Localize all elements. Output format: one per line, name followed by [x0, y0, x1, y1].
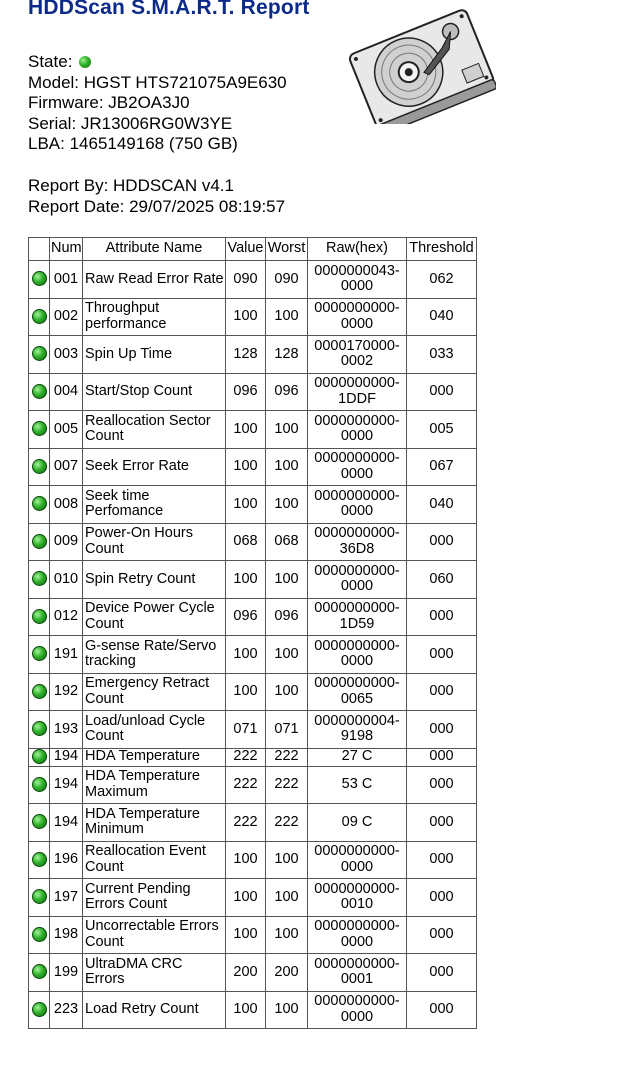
attr-num: 194: [50, 748, 83, 766]
attr-value: 222: [226, 804, 266, 842]
attr-value: 100: [226, 916, 266, 954]
status-cell: [29, 336, 50, 374]
table-row: [29, 298, 477, 336]
attr-num: 008: [50, 486, 83, 524]
header-value: Value: [226, 238, 266, 261]
attr-value: 100: [226, 486, 266, 524]
status-cell: [29, 448, 50, 486]
attr-raw: 53 C: [308, 766, 407, 804]
attr-num: 192: [50, 673, 83, 711]
status-ok-icon: [32, 777, 47, 792]
status-cell: [29, 523, 50, 561]
attr-name: Seek Error Rate: [83, 448, 226, 486]
attr-name: Throughput performance: [83, 298, 226, 336]
header-num: Num: [50, 238, 83, 261]
attr-raw: 0000000000-0010: [308, 879, 407, 917]
attr-threshold: 005: [407, 411, 477, 449]
status-ok-icon: [32, 852, 47, 867]
attr-worst: 100: [266, 841, 308, 879]
attr-name: Reallocation Event Count: [83, 841, 226, 879]
status-cell: [29, 673, 50, 711]
status-ok-icon: [32, 459, 47, 474]
status-ok-icon: [32, 964, 47, 979]
table-row: [29, 673, 477, 711]
status-cell: [29, 954, 50, 992]
attr-worst: 071: [266, 711, 308, 749]
attr-raw: 0000000000-0000: [308, 841, 407, 879]
attr-worst: 100: [266, 636, 308, 674]
table-row: [29, 261, 477, 299]
attr-raw: 0000000000-0000: [308, 561, 407, 599]
attr-name: Spin Up Time: [83, 336, 226, 374]
table-row: [29, 561, 477, 599]
attr-value: 222: [226, 766, 266, 804]
status-ok-icon: [32, 889, 47, 904]
attr-num: 199: [50, 954, 83, 992]
status-ok-icon: [32, 421, 47, 436]
attr-worst: 222: [266, 766, 308, 804]
attr-threshold: 000: [407, 841, 477, 879]
table-header-row: [29, 238, 477, 261]
status-ok-icon: [32, 346, 47, 361]
attr-raw: 09 C: [308, 804, 407, 842]
table-row: [29, 991, 477, 1029]
attr-num: 196: [50, 841, 83, 879]
attr-worst: 100: [266, 673, 308, 711]
status-ok-icon: [32, 609, 47, 624]
status-cell: [29, 298, 50, 336]
table-body: [29, 261, 477, 1029]
attr-name: Load Retry Count: [83, 991, 226, 1029]
attr-threshold: 000: [407, 916, 477, 954]
attr-name: HDA Temperature Minimum: [83, 804, 226, 842]
attr-value: 100: [226, 879, 266, 917]
status-ok-icon: [32, 571, 47, 586]
status-cell: [29, 841, 50, 879]
status-ok-icon: [32, 309, 47, 324]
attr-threshold: 000: [407, 711, 477, 749]
attr-num: 007: [50, 448, 83, 486]
table-row: [29, 711, 477, 749]
table-row: [29, 748, 477, 766]
table-row: [29, 916, 477, 954]
attr-name: HDA Temperature: [83, 748, 226, 766]
attr-raw: 0000170000-0002: [308, 336, 407, 374]
attr-raw: 0000000043-0000: [308, 261, 407, 299]
attr-name: Spin Retry Count: [83, 561, 226, 599]
header-threshold: Threshold: [407, 238, 477, 261]
attr-threshold: 067: [407, 448, 477, 486]
attr-threshold: 040: [407, 298, 477, 336]
attr-num: 194: [50, 804, 83, 842]
firmware-line: Firmware: JB2OA3J0: [28, 93, 190, 112]
attr-threshold: 000: [407, 673, 477, 711]
status-cell: [29, 411, 50, 449]
status-cell: [29, 636, 50, 674]
attr-value: 068: [226, 523, 266, 561]
attr-value: 100: [226, 673, 266, 711]
attr-worst: 100: [266, 561, 308, 599]
attr-num: 001: [50, 261, 83, 299]
attr-threshold: 000: [407, 991, 477, 1029]
table-row: [29, 448, 477, 486]
report-title: HDDScan S.M.A.R.T. Report: [28, 0, 310, 19]
attr-worst: 100: [266, 991, 308, 1029]
attr-value: 222: [226, 748, 266, 766]
attr-worst: 222: [266, 804, 308, 842]
attr-threshold: 040: [407, 486, 477, 524]
attr-raw: 0000000000-1DDF: [308, 373, 407, 411]
attr-threshold: 000: [407, 954, 477, 992]
status-cell: [29, 916, 50, 954]
attr-value: 100: [226, 298, 266, 336]
attr-raw: 0000000000-0000: [308, 298, 407, 336]
status-cell: [29, 879, 50, 917]
attr-value: 100: [226, 991, 266, 1029]
status-cell: [29, 748, 50, 766]
attr-name: Reallocation Sector Count: [83, 411, 226, 449]
attr-value: 100: [226, 411, 266, 449]
attr-threshold: 060: [407, 561, 477, 599]
attr-threshold: 000: [407, 523, 477, 561]
attr-num: 191: [50, 636, 83, 674]
table-row: [29, 636, 477, 674]
header-status: [29, 238, 50, 261]
attr-worst: 100: [266, 298, 308, 336]
attr-worst: 200: [266, 954, 308, 992]
attr-worst: 128: [266, 336, 308, 374]
attr-name: G-sense Rate/Servo tracking: [83, 636, 226, 674]
attr-worst: 096: [266, 373, 308, 411]
attr-threshold: 000: [407, 804, 477, 842]
attr-name: HDA Temperature Maximum: [83, 766, 226, 804]
attr-name: Emergency Retract Count: [83, 673, 226, 711]
attr-num: 010: [50, 561, 83, 599]
status-ok-icon: [32, 1002, 47, 1017]
attr-value: 096: [226, 373, 266, 411]
status-cell: [29, 561, 50, 599]
attr-worst: 100: [266, 486, 308, 524]
table-row: [29, 879, 477, 917]
status-ok-icon: [32, 496, 47, 511]
attr-num: 193: [50, 711, 83, 749]
header-raw: Raw(hex): [308, 238, 407, 261]
attr-raw: 0000000000-0001: [308, 954, 407, 992]
table-row: [29, 411, 477, 449]
header-attribute-name: Attribute Name: [83, 238, 226, 261]
attr-value: 100: [226, 636, 266, 674]
header-worst: Worst: [266, 238, 308, 261]
status-cell: [29, 804, 50, 842]
attr-num: 004: [50, 373, 83, 411]
smart-table: [28, 237, 477, 1029]
attr-value: 100: [226, 448, 266, 486]
attr-num: 197: [50, 879, 83, 917]
attr-raw: 27 C: [308, 748, 407, 766]
attr-num: 005: [50, 411, 83, 449]
attr-threshold: 033: [407, 336, 477, 374]
attr-threshold: 000: [407, 598, 477, 636]
attr-worst: 100: [266, 411, 308, 449]
attr-num: 003: [50, 336, 83, 374]
table-row: [29, 598, 477, 636]
status-ok-icon: [32, 646, 47, 661]
attr-value: 128: [226, 336, 266, 374]
attr-worst: 222: [266, 748, 308, 766]
attr-worst: 068: [266, 523, 308, 561]
attr-name: Current Pending Errors Count: [83, 879, 226, 917]
attr-raw: 0000000000-0000: [308, 991, 407, 1029]
attr-worst: 100: [266, 916, 308, 954]
state-label: State:: [28, 52, 73, 71]
attr-num: 194: [50, 766, 83, 804]
attr-num: 009: [50, 523, 83, 561]
table-row: [29, 804, 477, 842]
status-ok-icon: [32, 721, 47, 736]
attr-num: 002: [50, 298, 83, 336]
hard-drive-icon: [340, 2, 496, 124]
attr-worst: 096: [266, 598, 308, 636]
status-cell: [29, 486, 50, 524]
attr-value: 096: [226, 598, 266, 636]
lba-line: LBA: 1465149168 (750 GB): [28, 134, 238, 153]
attr-name: UltraDMA CRC Errors: [83, 954, 226, 992]
status-ok-icon: [32, 749, 47, 764]
attr-raw: 0000000000-36D8: [308, 523, 407, 561]
status-ok-icon: [32, 684, 47, 699]
status-ok-icon: [32, 271, 47, 286]
attr-raw: 0000000000-0000: [308, 411, 407, 449]
attr-threshold: 000: [407, 636, 477, 674]
attr-threshold: 062: [407, 261, 477, 299]
table-row: [29, 841, 477, 879]
report-date: Report Date: 29/07/2025 08:19:57: [28, 196, 286, 216]
attr-threshold: 000: [407, 879, 477, 917]
attr-name: Seek time Perfomance: [83, 486, 226, 524]
serial-line: Serial: JR13006RG0W3YE: [28, 113, 233, 133]
attr-worst: 100: [266, 448, 308, 486]
attr-name: Uncorrectable Errors Count: [83, 916, 226, 954]
status-cell: [29, 711, 50, 749]
attr-value: 200: [226, 954, 266, 992]
attr-raw: 0000000004-9198: [308, 711, 407, 749]
attr-raw: 0000000000-1D59: [308, 598, 407, 636]
report-by: Report By: HDDSCAN v4.1: [28, 176, 234, 195]
table-row: [29, 523, 477, 561]
attr-num: 198: [50, 916, 83, 954]
status-ok-icon: [32, 534, 47, 549]
attr-value: 100: [226, 841, 266, 879]
attr-raw: 0000000000-0000: [308, 486, 407, 524]
attr-value: 100: [226, 561, 266, 599]
status-ok-icon: [32, 814, 47, 829]
attr-name: Start/Stop Count: [83, 373, 226, 411]
attr-value: 090: [226, 261, 266, 299]
status-ok-icon: [32, 927, 47, 942]
drive-info: [28, 52, 287, 155]
attr-name: Raw Read Error Rate: [83, 261, 226, 299]
table-row: [29, 373, 477, 411]
table-row: [29, 336, 477, 374]
status-cell: [29, 261, 50, 299]
state-ok-icon: [79, 56, 91, 68]
report-info: [28, 176, 285, 217]
status-cell: [29, 991, 50, 1029]
status-ok-icon: [32, 384, 47, 399]
attr-threshold: 000: [407, 373, 477, 411]
state-line: [28, 52, 287, 73]
attr-num: 223: [50, 991, 83, 1029]
attr-raw: 0000000000-0000: [308, 636, 407, 674]
status-cell: [29, 373, 50, 411]
attr-num: 012: [50, 598, 83, 636]
attr-worst: 100: [266, 879, 308, 917]
attr-threshold: 000: [407, 748, 477, 766]
status-cell: [29, 598, 50, 636]
status-cell: [29, 766, 50, 804]
table-row: [29, 766, 477, 804]
attr-raw: 0000000000-0065: [308, 673, 407, 711]
attr-name: Power-On Hours Count: [83, 523, 226, 561]
attr-raw: 0000000000-0000: [308, 916, 407, 954]
attr-name: Device Power Cycle Count: [83, 598, 226, 636]
attr-name: Load/unload Cycle Count: [83, 711, 226, 749]
model-line: Model: HGST HTS721075A9E630: [28, 72, 287, 92]
attr-worst: 090: [266, 261, 308, 299]
table-row: [29, 486, 477, 524]
attr-threshold: 000: [407, 766, 477, 804]
table-row: [29, 954, 477, 992]
attr-value: 071: [226, 711, 266, 749]
attr-raw: 0000000000-0000: [308, 448, 407, 486]
